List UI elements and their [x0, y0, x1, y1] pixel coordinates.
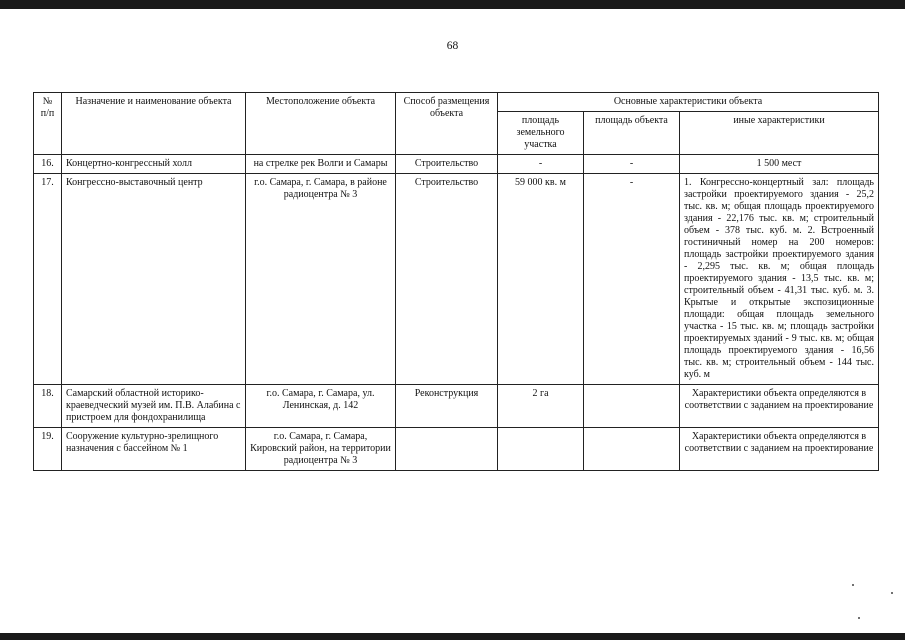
row-object-area: - — [584, 174, 680, 385]
row-other: 1 500 мест — [680, 155, 879, 174]
header-name: Назначение и наименование объекта — [62, 93, 246, 155]
row-land-area: 59 000 кв. м — [498, 174, 584, 385]
row-num: 19. — [34, 428, 62, 471]
bottom-border-bar — [0, 633, 905, 640]
table-row — [34, 428, 879, 471]
row-method — [396, 428, 498, 471]
row-name: Конгрессно-выставочный центр — [62, 174, 246, 385]
header-land-area: площадь земельного участка — [498, 112, 584, 155]
row-num: 17. — [34, 174, 62, 385]
header-method: Способ размещения объекта — [396, 93, 498, 155]
row-other: Характеристики объекта определяются в соответствии с заданием на проектирование — [680, 385, 879, 428]
page-number: 68 — [446, 40, 459, 52]
row-num: 16. — [34, 155, 62, 174]
table-row — [34, 385, 879, 428]
row-name: Самарский областной историко-краеведческий музей им. П.В. Алабина с пристроем для фондохранилища — [62, 385, 246, 428]
row-method: Строительство — [396, 174, 498, 385]
row-land-area: - — [498, 155, 584, 174]
row-num: 18. — [34, 385, 62, 428]
row-name: Концертно-конгрессный холл — [62, 155, 246, 174]
header-num: № п/п — [34, 93, 62, 155]
row-object-area: - — [584, 155, 680, 174]
row-land-area: 2 га — [498, 385, 584, 428]
header-location: Местоположение объекта — [246, 93, 396, 155]
row-object-area — [584, 428, 680, 471]
header-main-characteristics: Основные характеристики объекта — [498, 93, 879, 112]
row-land-area — [498, 428, 584, 471]
table-row — [34, 174, 879, 385]
row-method: Строительство — [396, 155, 498, 174]
row-location: на стрелке рек Волги и Самары — [246, 155, 396, 174]
row-object-area — [584, 385, 680, 428]
row-location: г.о. Самара, г. Самара, ул. Ленинская, д. 142 — [246, 385, 396, 428]
row-location: г.о. Самара, г. Самара, в районе радиоцентра № 3 — [246, 174, 396, 385]
table-row — [34, 155, 879, 174]
row-location: г.о. Самара, г. Самара, Кировский район, на территории радиоцентра № 3 — [246, 428, 396, 471]
header-row-main — [34, 93, 879, 112]
row-method: Реконструкция — [396, 385, 498, 428]
top-border-bar — [0, 0, 905, 9]
scan-speck — [852, 584, 854, 586]
header-other-characteristics: иные характеристики — [680, 112, 879, 155]
header-object-area: площадь объекта — [584, 112, 680, 155]
row-name: Сооружение культурно-зрелищного назначения с бассейном № 1 — [62, 428, 246, 471]
scan-speck — [891, 592, 893, 594]
scan-speck — [858, 617, 860, 619]
row-other: 1. Конгрессно-концертный зал: площадь застройки проектируемого здания - 25,2 тыс. кв. м; общая площадь проектируемого здания - 22,176 тыс. кв. м; строительный объем - 378 тыс. куб. м. 2. Встроенный гостиничный номер на 200 номеров: площадь застройки проектируемого здания - 2,295 тыс. кв. м; общая площадь проектируемого здания - 13,5 тыс. кв. м; строительный объем - 41,31 тыс. куб. м. 3. Крытые и открытые экспозиционные площади: общая площадь земельного участка - 15 тыс. кв. м; площадь застройки проектируемых зданий - 9 тыс. кв. м; общая площадь проектируемого здания - 16,56 тыс. кв. м; строительный объем - 144 тыс. куб. м — [680, 174, 879, 385]
row-other: Характеристики объекта определяются в соответствии с заданием на проектирование — [680, 428, 879, 471]
objects-table — [33, 92, 879, 471]
